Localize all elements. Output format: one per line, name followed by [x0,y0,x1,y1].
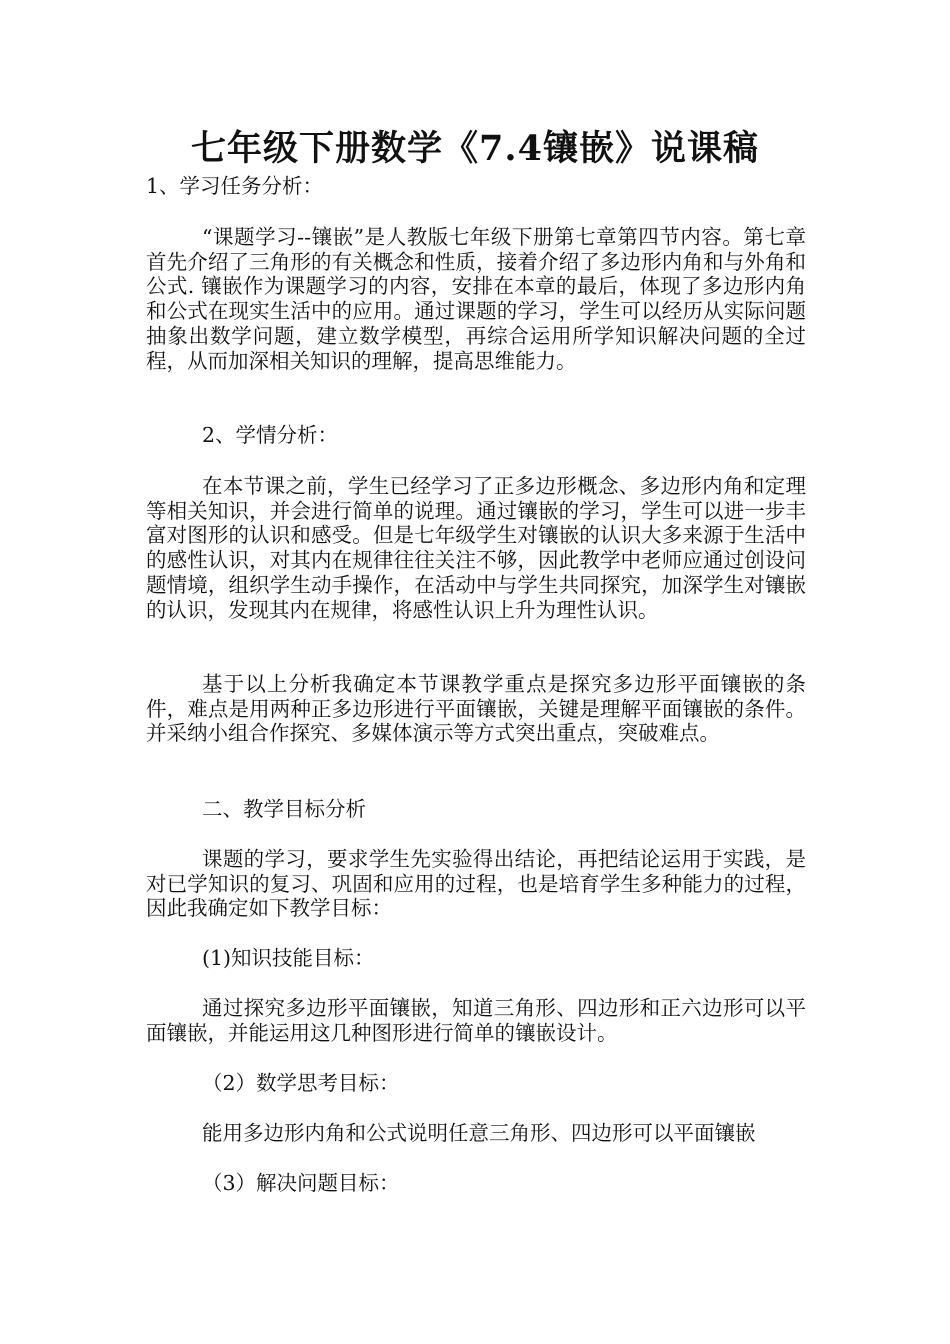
goal3-heading: （3）解决问题目标： [202,1171,400,1195]
objectives-paragraph: 课题的学习，要求学生先实验得出结论，再把结论运用于实践，是对已学知识的复习、巩固和应用的过程，也是培育学生多种能力的过程，因此我确定如下教学目标： [146,847,806,921]
section2-paragraph: 在本节课之前，学生已经学习了正多边形概念、多边形内角和定理等相关知识，并会进行简单的说理。通过镶嵌的学习，学生可以进一步丰富对图形的认识和感受。但是七年级学生对镶嵌的认识大多来源于生活中的感性认识，对其内在规律往往关注不够，因此教学中老师应通过创设问题情境，组织学生动手操作，在活动中与学生共同探究，加深学生对镶嵌的认识，发现其内在规律，将感性认识上升为理性认识。 [146,474,806,622]
section1-paragraph: “课题学习--镶嵌”是人教版七年级下册第七章第四节内容。第七章首先介绍了三角形的有关概念和性质，接着介绍了多边形内角和与外角和公式. 镶嵌作为课题学习的内容，安排在本章的最后，体现了多边形内角和公式在现实生活中的应用。通过课题的学习，学生可以经历从实际问题抽象出数学问题，建立数学模型，再综合运用所学知识解决问题的全过程，从而加深相关知识的理解，提高思维能力。 [146,225,806,373]
goal2-heading: （2）数学思考目标： [202,1071,400,1095]
section1-heading: 1、学习任务分析： [146,174,324,198]
section2-heading: 2、学情分析： [202,423,339,447]
document-title: 七年级下册数学《7.4镶嵌》说课稿 [191,128,759,169]
goal1-paragraph: 通过探究多边形平面镶嵌，知道三角形、四边形和正六边形可以平面镶嵌，并能运用这几种图形进行简单的镶嵌设计。 [146,996,806,1045]
objectives-heading: 二、教学目标分析 [202,797,366,821]
focus-paragraph: 基于以上分析我确定本节课教学重点是探究多边形平面镶嵌的条件，难点是用两种正多边形进行平面镶嵌，关键是理解平面镶嵌的条件。并采纳小组合作探究、多媒体演示等方式突出重点，突破难点。 [146,672,806,746]
goal2-paragraph: 能用多边形内角和公式说明任意三角形、四边形可以平面镶嵌 [202,1121,756,1145]
goal1-heading: (1)知识技能目标： [202,946,375,970]
